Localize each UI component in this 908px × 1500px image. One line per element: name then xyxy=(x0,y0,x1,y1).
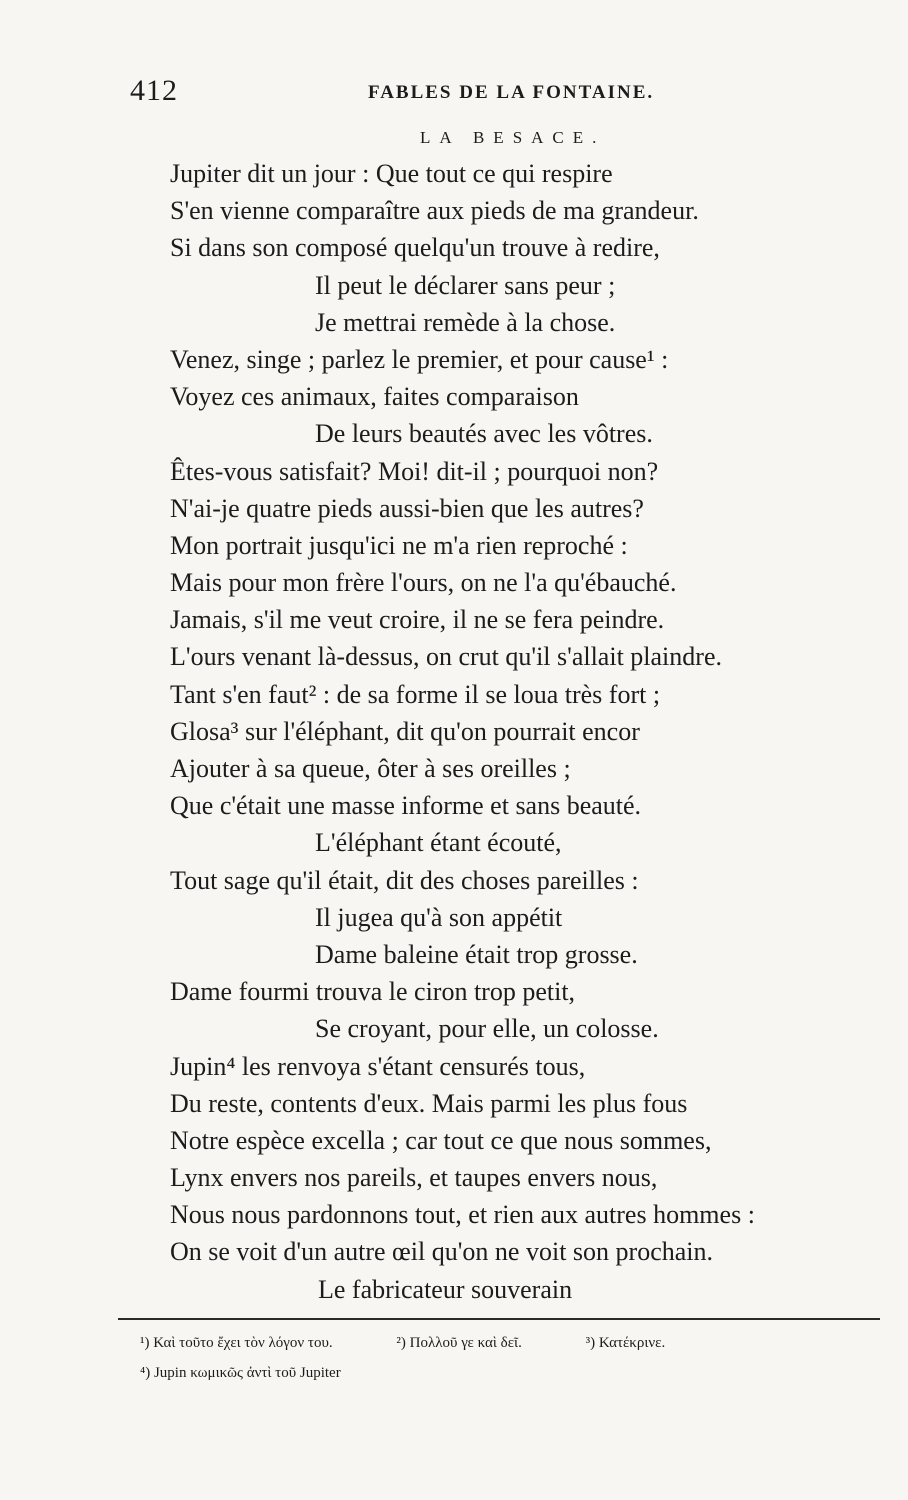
verse-line: Que c'était une masse informe et sans beauté. xyxy=(170,791,642,821)
verse-line: On se voit d'un autre œil qu'on ne voit son prochain. xyxy=(170,1237,714,1267)
verse-line: Lynx envers nos pareils, et taupes envers nous, xyxy=(170,1163,658,1193)
verse-line: Notre espèce excella ; car tout ce que nous sommes, xyxy=(170,1125,712,1155)
verse-line: Le fabricateur souverain xyxy=(318,1274,573,1304)
verse-line: Dame baleine était trop grosse. xyxy=(315,939,638,969)
page-number: 412 xyxy=(130,74,178,107)
footnote-2: ²) Πολλοῦ γε καὶ δεῖ. xyxy=(396,1335,522,1351)
verse-line: Jamais, s'il me veut croire, il ne se fera peindre. xyxy=(170,605,665,635)
verse-line: Venez, singe ; parlez le premier, et pour cause¹ : xyxy=(170,344,669,374)
fable-title: LA BESACE. xyxy=(420,128,606,147)
verse-line: S'en vienne comparaître aux pieds de ma grandeur. xyxy=(170,196,699,226)
verse-line: Jupin⁴ les renvoya s'étant censurés tous, xyxy=(170,1051,586,1081)
verse-line: Si dans son composé quelqu'un trouve à redire, xyxy=(170,233,660,263)
verse-line: L'éléphant étant écouté, xyxy=(315,828,562,858)
verse-line: Du reste, contents d'eux. Mais parmi les plus fous xyxy=(170,1088,688,1118)
poem-body xyxy=(170,155,870,1308)
verse-line: Tant s'en faut² : de sa forme il se loua très fort ; xyxy=(170,679,661,709)
verse-line: Êtes-vous satisfait? Moi! dit-il ; pourquoi non? xyxy=(170,456,659,486)
footnote-line xyxy=(140,1358,860,1388)
verse-line: Dame fourmi trouva le ciron trop petit, xyxy=(170,977,576,1007)
verse-line: Nous nous pardonnons tout, et rien aux autres hommes : xyxy=(170,1200,755,1230)
verse-line: Mais pour mon frère l'ours, on ne l'a qu'ébauché. xyxy=(170,568,677,598)
footnote-4: ⁴) Jupin κωμικῶς ἀντὶ τοῦ Jupiter xyxy=(140,1365,341,1381)
running-head xyxy=(130,70,850,110)
verse-line: Glosa³ sur l'éléphant, dit qu'on pourrait encor xyxy=(170,716,640,746)
verse-line: De leurs beautés avec les vôtres. xyxy=(315,419,653,449)
verse-line: Se croyant, pour elle, un colosse. xyxy=(315,1014,659,1044)
footnote-1: ¹) Καὶ τοῦτο ἔχει τὸν λόγον του. xyxy=(140,1335,333,1351)
verse-line: Il jugea qu'à son appétit xyxy=(315,902,563,932)
footnotes xyxy=(140,1328,860,1388)
running-title: FABLES DE LA FONTAINE. xyxy=(368,82,655,103)
footnote-3: ³) Κατέκρινε. xyxy=(585,1335,666,1351)
verse-line: Jupiter dit un jour : Que tout ce qui respire xyxy=(170,159,613,188)
footnote-rule xyxy=(118,1318,880,1320)
verse-line: Ajouter à sa queue, ôter à ses oreilles ; xyxy=(170,754,571,783)
verse-line: Il peut le déclarer sans peur ; xyxy=(315,270,616,300)
verse-line: Je mettrai remède à la chose. xyxy=(315,307,616,337)
verse-line: Voyez ces animaux, faites comparaison xyxy=(170,382,579,412)
verse-line: Tout sage qu'il était, dit des choses pareilles : xyxy=(170,865,639,895)
verse-line: L'ours venant là-dessus, on crut qu'il s'allait plaindre. xyxy=(170,642,722,672)
footnote-line xyxy=(140,1328,860,1358)
verse-line: N'ai-je quatre pieds aussi-bien que les autres? xyxy=(170,493,644,523)
verse-line: Mon portrait jusqu'ici ne m'a rien reproché : xyxy=(170,530,628,560)
